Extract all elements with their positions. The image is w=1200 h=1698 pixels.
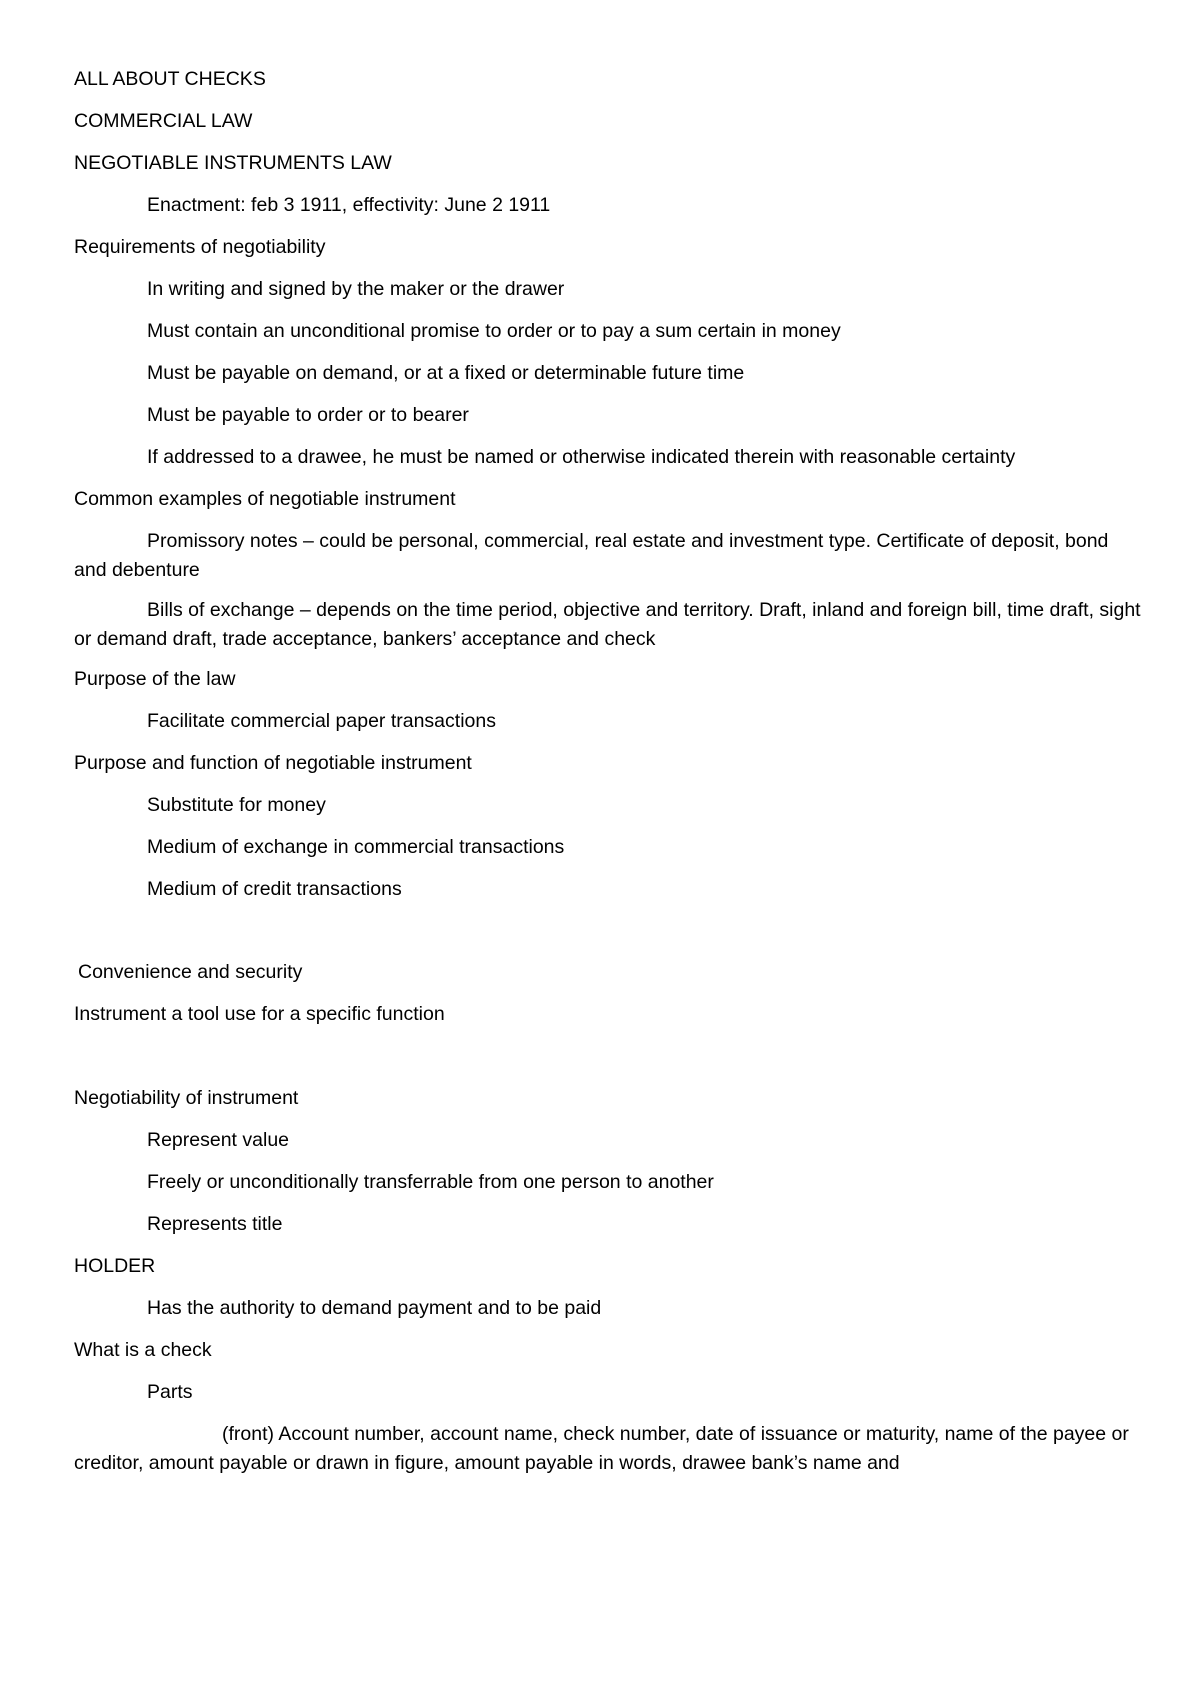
holder-heading: HOLDER <box>74 1255 156 1277</box>
enactment-line: Enactment: feb 3 1911, effectivity: June 2 1911 <box>147 194 551 216</box>
examples-heading: Common examples of negotiable instrument <box>74 488 456 510</box>
negotiability-item: Represents title <box>147 1213 283 1235</box>
instrument-definition: Instrument a tool use for a specific function <box>74 1003 445 1025</box>
purpose-law-heading: Purpose of the law <box>74 668 236 690</box>
requirements-heading: Requirements of negotiability <box>74 236 326 258</box>
purpose-function-item: Medium of credit transactions <box>147 878 402 900</box>
law-heading: NEGOTIABLE INSTRUMENTS LAW <box>74 152 392 174</box>
requirement-item: In writing and signed by the maker or the drawer <box>147 278 565 300</box>
doc-subject: COMMERCIAL LAW <box>74 110 253 132</box>
requirement-item: If addressed to a drawee, he must be named or otherwise indicated therein with reasonable certainty <box>147 446 1016 468</box>
convenience-line: Convenience and security <box>78 961 303 983</box>
requirement-item: Must be payable to order or to bearer <box>147 404 469 426</box>
doc-title: ALL ABOUT CHECKS <box>74 68 266 90</box>
requirement-item: Must contain an unconditional promise to order or to pay a sum certain in money <box>147 320 841 342</box>
purpose-function-heading: Purpose and function of negotiable instrument <box>74 752 472 774</box>
holder-item: Has the authority to demand payment and to be paid <box>147 1297 602 1319</box>
negotiability-heading: Negotiability of instrument <box>74 1087 299 1109</box>
purpose-law-item: Facilitate commercial paper transactions <box>147 710 496 732</box>
purpose-function-item: Medium of exchange in commercial transactions <box>147 836 565 858</box>
parts-heading: Parts <box>147 1381 193 1403</box>
example-paragraph: Promissory notes – could be personal, commercial, real estate and investment type. Certificate of deposit, bond and debenture <box>74 530 1109 581</box>
check-heading: What is a check <box>74 1339 212 1361</box>
purpose-function-item: Substitute for money <box>147 794 326 816</box>
requirement-item: Must be payable on demand, or at a fixed or determinable future time <box>147 362 745 384</box>
parts-front-paragraph: (front) Account number, account name, check number, date of issuance or maturity, name of the payee or creditor, amount payable or drawn in figure, amount payable in words, drawee bank’s name and <box>74 1423 1129 1474</box>
example-paragraph: Bills of exchange – depends on the time period, objective and territory. Draft, inland and foreign bill, time draft, sight or demand draft, trade acceptance, bankers’ acceptance and check <box>74 599 1141 650</box>
negotiability-item: Freely or unconditionally transferrable from one person to another <box>147 1171 714 1193</box>
negotiability-item: Represent value <box>147 1129 290 1151</box>
